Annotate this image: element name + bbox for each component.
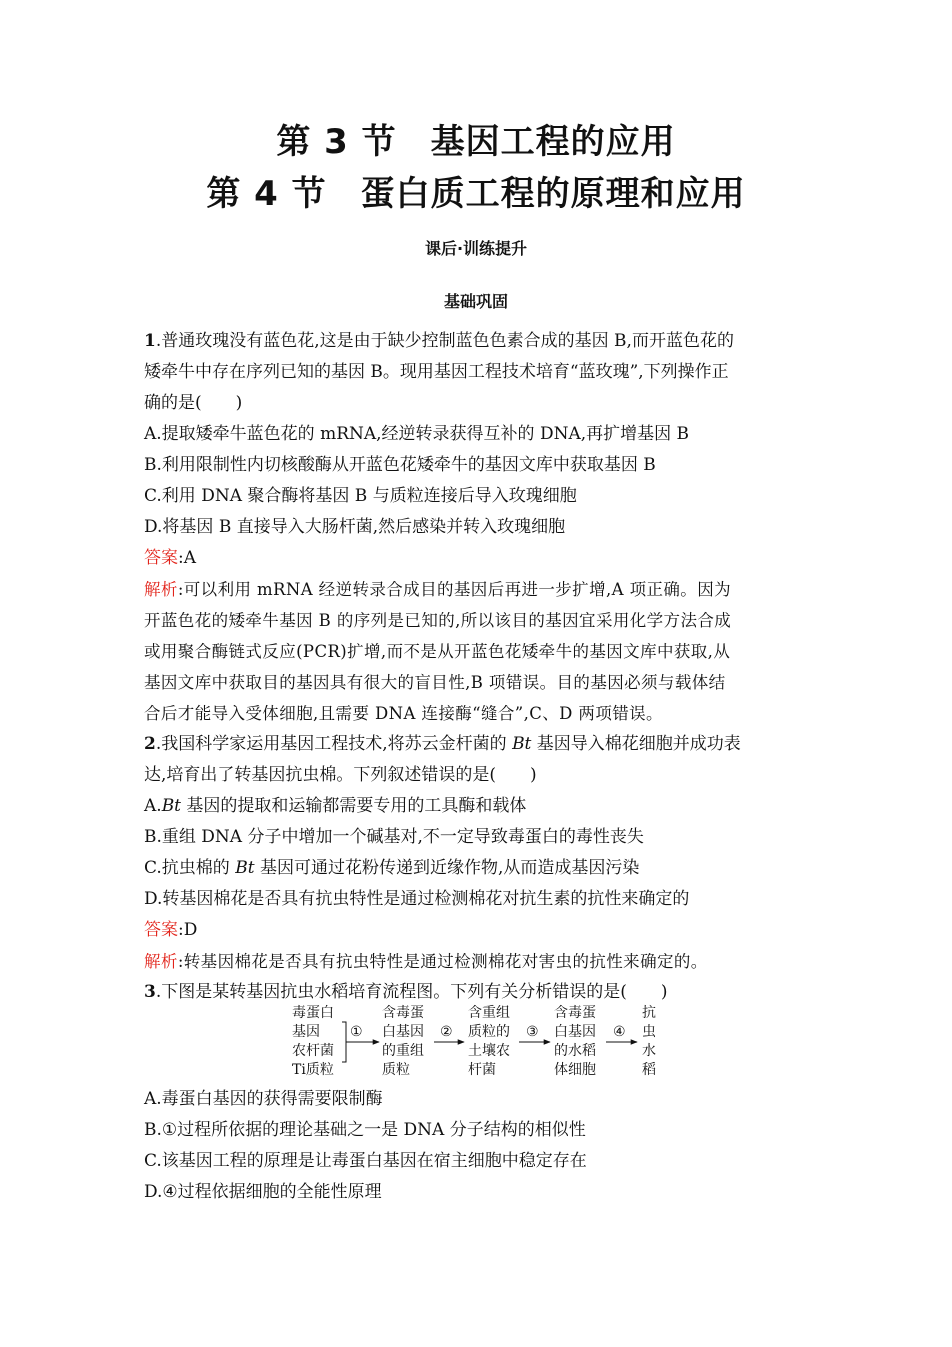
q1-number: 1 [144,331,156,351]
q1-explanation-line: 解析:可以利用 mRNA 经逆转录合成目的基因后再进一步扩增,A 项正确。因为 [144,580,731,599]
title1-part2: 基因工程的应用 [430,122,676,162]
q2-option-b: B.重组 DNA 分子中增加一个碱基对,不一定导致毒蛋白的毒性丧失 [144,827,644,847]
q2-option-a: A.Bt 基因的提取和运输都需要专用的工具酶和载体 [144,796,527,816]
q1-stem-line: 矮牵牛中存在序列已知的基因 B。现用基因工程技术培育“蓝玫瑰”,下列操作正 [144,362,729,382]
q2-number: 2 [144,734,156,754]
title2-part1: 第 4 节 [206,174,327,214]
flow-node-agrobacterium: 含重组 质粒的 土壤农 杆菌 [468,1005,510,1078]
q1-explanation-line: 基因文库中获取目的基因具有很大的盲目性,B 项错误。目的基因必须与载体结 [144,673,726,692]
section-heading: 基础巩固 [443,292,508,311]
q2-stem-line: 达,培育出了转基因抗虫棉。下列叙述错误的是( ) [144,765,537,785]
flow-step-1: ① [350,1024,363,1040]
flow-node-recombinant-plasmid: 含毒蛋 白基因 的重组 质粒 [382,1005,424,1078]
explanation-label: 解析 [144,580,178,599]
subtitle: 课后·训练提升 [424,239,528,258]
flow-step-3: ③ [526,1024,539,1040]
q1-explanation-line: 合后才能导入受体细胞,且需要 DNA 连接酶“缝合”,C、D 两项错误。 [144,704,663,723]
q2-stem-line: 2.我国科学家运用基因工程技术,将苏云金杆菌的 Bt 基因导入棉花细胞并成功表 [144,734,741,754]
page-title-section-4 [0,174,952,214]
title1-part1: 第 3 节 [276,122,397,162]
q2-answer: 答案:D [144,920,198,940]
q3-option-b: B.①过程所依据的理论基础之一是 DNA 分子结构的相似性 [144,1120,586,1140]
flow-step-2: ② [440,1024,453,1040]
answer-label: 答案 [144,920,178,940]
explanation-label: 解析 [144,952,178,971]
q3-option-c: C.该基因工程的原理是让毒蛋白基因在宿主细胞中稳定存在 [144,1151,587,1171]
flow-node-result: 抗 虫 水 稻 [642,1005,656,1078]
q1-explanation-line: 开蓝色花的矮牵牛基因 B 的序列是已知的,所以该目的基因宜采用化学方法合成 [144,611,732,630]
q2-explanation-line: 解析:转基因棉花是否具有抗虫特性是通过检测棉花对害虫的抗性来确定的。 [144,952,708,971]
q1-option-c: C.利用 DNA 聚合酶将基因 B 与质粒连接后导入玫瑰细胞 [144,486,577,506]
q1-option-a: A.提取矮牵牛蓝色花的 mRNA,经逆转录获得互补的 DNA,再扩增基因 B [144,424,690,444]
answer-label: 答案 [144,548,178,568]
q1-option-b: B.利用限制性内切核酸酶从开蓝色花矮牵牛的基因文库中获取基因 B [144,455,656,475]
flow-node-source: 毒蛋白 基因 农杆菌 Ti质粒 [292,1005,334,1078]
q3-option-d: D.④过程依据细胞的全能性原理 [144,1182,382,1202]
page-title-section-3 [0,122,952,162]
flow-diagram [144,1005,814,1084]
flow-node-rice-cell: 含毒蛋 白基因 的水稻 体细胞 [554,1005,596,1078]
title2-part2: 蛋白质工程的原理和应用 [360,174,746,214]
q3-option-a: A.毒蛋白基因的获得需要限制酶 [144,1089,383,1109]
q1-answer: 答案:A [144,548,197,568]
q3-number: 3 [144,982,156,1002]
question-list [144,326,814,1208]
q3-stem-line: 3.下图是某转基因抗虫水稻培育流程图。下列有关分析错误的是( ) [144,982,668,1002]
q1-explanation-line: 或用聚合酶链式反应(PCR)扩增,而不是从开蓝色花矮牵牛的基因文库中获取,从 [144,642,731,661]
q1-option-d: D.将基因 B 直接导入大肠杆菌,然后感染并转入玫瑰细胞 [144,517,566,537]
q1-stem-line: 1.普通玫瑰没有蓝色花,这是由于缺少控制蓝色色素合成的基因 B,而开蓝色花的 [144,331,734,351]
flow-step-4: ④ [613,1024,626,1040]
q2-option-d: D.转基因棉花是否具有抗虫特性是通过检测棉花对抗生素的抗性来确定的 [144,889,690,909]
flow-bracket [342,1022,346,1062]
q1-stem-line: 确的是( ) [144,393,243,413]
q2-option-c: C.抗虫棉的 Bt 基因可通过花粉传递到近缘作物,从而造成基因污染 [144,858,640,878]
